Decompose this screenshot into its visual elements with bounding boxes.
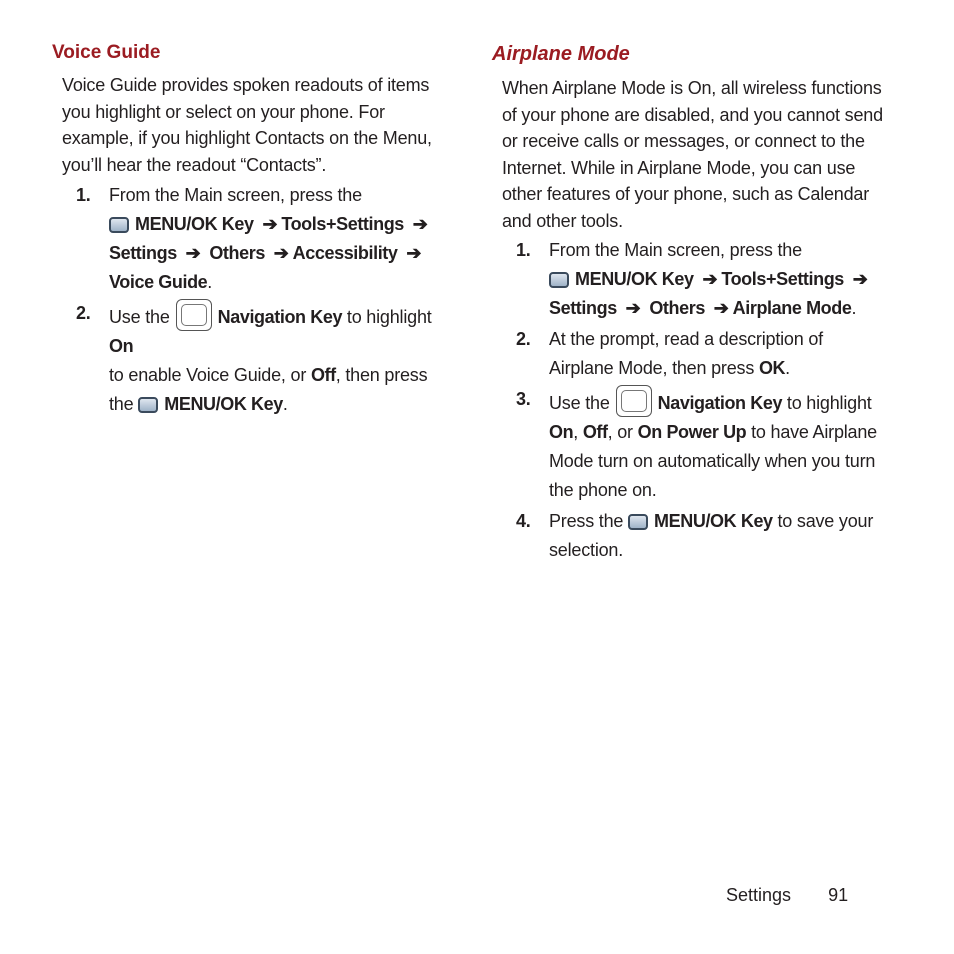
arrow-icon: ➔ [852, 269, 868, 289]
off-label: Off [310, 365, 336, 385]
menu-ok-key-icon [628, 514, 648, 530]
step-text: to highlight [786, 393, 872, 413]
voice-guide-steps [52, 181, 444, 421]
arrow-icon: ➔ [713, 298, 729, 318]
settings-label: Settings [109, 243, 177, 263]
navigation-key-icon [616, 385, 652, 417]
navigation-key-icon [176, 299, 212, 331]
menu-ok-key-icon [109, 217, 129, 233]
punctuation: . [207, 272, 213, 292]
arrow-icon: ➔ [702, 269, 718, 289]
airplane-mode-steps [492, 236, 884, 567]
step-number: 1. [76, 185, 91, 205]
step-text: Use the [109, 307, 170, 327]
tools-settings-label: Tools+Settings [721, 269, 844, 289]
voice-guide-label: Voice Guide [109, 272, 208, 292]
list-item [492, 236, 884, 323]
navigation-key-label: Navigation Key [657, 393, 783, 413]
menu-ok-key-label: MENU/OK Key [164, 394, 283, 414]
airplane-mode-heading: Airplane Mode [492, 43, 630, 65]
punctuation: . [282, 394, 288, 414]
settings-label: Settings [549, 298, 617, 318]
step-text: Use the [549, 393, 610, 413]
step-text: From the Main screen, press the [549, 240, 802, 260]
arrow-icon: ➔ [625, 298, 641, 318]
step-number: 2. [76, 303, 91, 323]
list-item [52, 299, 444, 419]
step-text: Press the [549, 511, 624, 531]
navigation-key-label: Navigation Key [217, 307, 343, 327]
punctuation: . [785, 358, 790, 378]
others-label: Others [649, 298, 705, 318]
step-number: 2. [516, 329, 531, 349]
list-item [492, 325, 884, 383]
step-number: 1. [516, 240, 531, 260]
arrow-icon: ➔ [185, 243, 201, 263]
punctuation: . [851, 298, 857, 318]
list-item [492, 385, 884, 505]
arrow-icon: ➔ [406, 243, 422, 263]
list-item [492, 507, 884, 565]
airplane-mode-intro: When Airplane Mode is On, all wireless functions of your phone are disabled, and you cannot send or receive calls or messages, or connect to the Internet. While in Airplane Mode, you can use other features of your phone, such as Calendar and other tools. [502, 78, 883, 231]
arrow-icon: ➔ [262, 214, 278, 234]
voice-guide-intro: Voice Guide provides spoken readouts of items you highlight or select on your phone. For example, if you highlight Contacts on the Menu, you’ll hear the readout “Contacts”. [62, 75, 432, 175]
menu-ok-key-label: MENU/OK Key [654, 511, 773, 531]
voice-guide-heading: Voice Guide [52, 42, 161, 63]
menu-ok-key-label: MENU/OK Key [135, 214, 254, 234]
ok-label: OK [758, 358, 786, 378]
on-label: On [549, 422, 574, 442]
step-number: 3. [516, 389, 531, 409]
step-text: to save your selection. [549, 511, 874, 560]
step-text: to enable Voice Guide, or [109, 365, 307, 385]
off-label: Off [582, 422, 608, 442]
arrow-icon: ➔ [412, 214, 428, 234]
step-text: , or [607, 422, 633, 442]
step-text: From the Main screen, press the [109, 185, 362, 205]
airplane-mode-label: Airplane Mode [732, 298, 852, 318]
menu-ok-key-icon [549, 272, 569, 288]
page-footer [726, 885, 848, 906]
step-text: At the prompt, read a description of Airplane Mode, then press [549, 329, 823, 378]
step-text: to have Airplane Mode turn on automatically when you turn the phone on. [549, 422, 877, 500]
step-number: 4. [516, 511, 531, 531]
accessibility-label: Accessibility [292, 243, 398, 263]
others-label: Others [209, 243, 265, 263]
list-item [52, 181, 444, 297]
footer-section: Settings [726, 885, 792, 905]
tools-settings-label: Tools+Settings [281, 214, 404, 234]
arrow-icon: ➔ [273, 243, 289, 263]
punctuation: , [573, 422, 579, 442]
on-power-up-label: On Power Up [637, 422, 747, 442]
page-number: 91 [828, 885, 849, 905]
step-text: to highlight [346, 307, 432, 327]
step-text: , then press the [109, 365, 428, 414]
menu-ok-key-label: MENU/OK Key [575, 269, 694, 289]
menu-ok-key-icon [138, 397, 158, 413]
on-label: On [109, 336, 134, 356]
